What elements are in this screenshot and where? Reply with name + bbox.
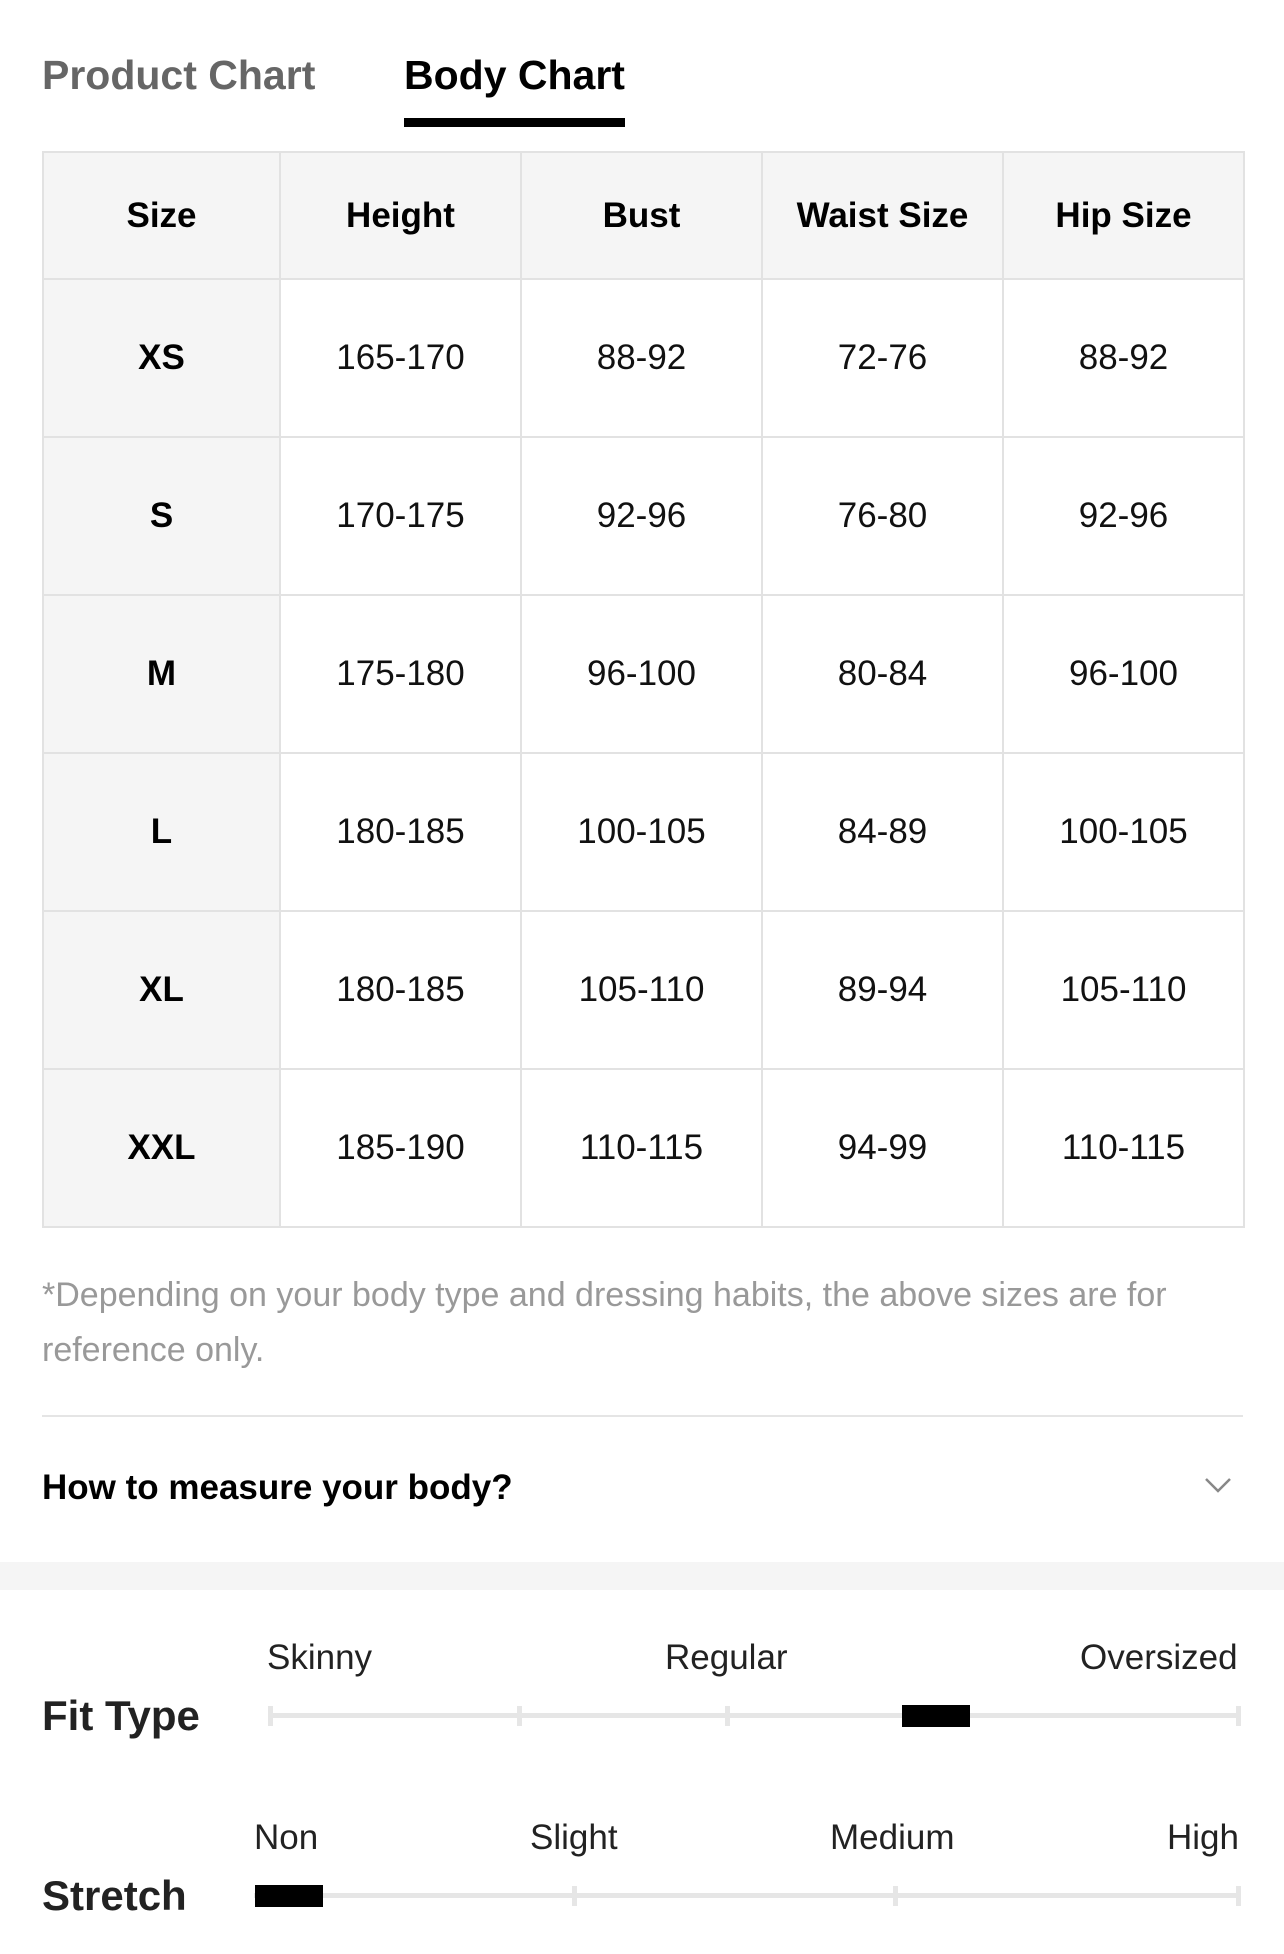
height-cell: 165-170 [280,279,521,437]
fit-scale-label-regular: Regular [665,1638,788,1677]
stretch-scale-label-non: Non [254,1818,319,1857]
bust-cell: 110-115 [521,1069,762,1227]
fit-scale-label-skinny: Skinny [267,1638,373,1677]
stretch-tick [572,1886,577,1906]
fit-type-tick [1236,1706,1241,1726]
fit-type-tick [268,1706,273,1726]
waist-cell: 72-76 [762,279,1003,437]
bust-cell: 105-110 [521,911,762,1069]
fit-type-indicator [902,1705,970,1727]
fit-type-tick [725,1706,730,1726]
bust-cell: 100-105 [521,753,762,911]
section-divider [42,1415,1243,1417]
waist-cell: 80-84 [762,595,1003,753]
bust-cell: 96-100 [521,595,762,753]
waist-cell: 76-80 [762,437,1003,595]
how-to-measure-accordion[interactable] [42,1440,1243,1540]
bust-cell: 92-96 [521,437,762,595]
size-cell: M [43,595,280,753]
waist-cell: 89-94 [762,911,1003,1069]
header-bust: Bust [521,152,762,279]
stretch-label: Stretch [42,1872,187,1919]
fit-type-track [268,1713,1241,1718]
table-row [43,753,1244,911]
header-waist-size: Waist Size [762,152,1003,279]
tab-body-chart[interactable]: Body Chart [404,50,625,127]
hip-cell: 92-96 [1003,437,1244,595]
header-size: Size [43,152,280,279]
fit-type-tick [517,1706,522,1726]
stretch-scale-label-medium: Medium [830,1818,955,1857]
stretch-tick [893,1886,898,1906]
table-row [43,1069,1244,1227]
fit-type-label: Fit Type [42,1692,200,1739]
waist-cell: 84-89 [762,753,1003,911]
stretch-tick [1236,1886,1241,1906]
size-cell: XXL [43,1069,280,1227]
height-cell: 170-175 [280,437,521,595]
size-disclaimer-note: *Depending on your body type and dressing habits, the above sizes are for reference only. [42,1276,1167,1369]
height-cell: 175-180 [280,595,521,753]
table-row [43,595,1244,753]
table-row [43,437,1244,595]
table-row [43,911,1244,1069]
size-cell: XS [43,279,280,437]
hip-cell: 96-100 [1003,595,1244,753]
table-row [43,279,1244,437]
hip-cell: 88-92 [1003,279,1244,437]
hip-cell: 110-115 [1003,1069,1244,1227]
stretch-scale-label-slight: Slight [530,1818,618,1857]
size-chart-tabs [42,50,1242,125]
body-size-table [42,151,1243,1228]
height-cell: 185-190 [280,1069,521,1227]
stretch-scale-label-high: High [1167,1818,1239,1857]
height-cell: 180-185 [280,753,521,911]
how-to-measure-label: How to measure your body? [42,1468,513,1507]
waist-cell: 94-99 [762,1069,1003,1227]
tab-product-chart[interactable]: Product Chart [42,52,316,98]
header-height: Height [280,152,521,279]
height-cell: 180-185 [280,911,521,1069]
table-header-row [43,152,1244,279]
fit-scale-label-oversized: Oversized [1080,1638,1238,1677]
chevron-down-icon[interactable] [1203,1470,1233,1500]
stretch-indicator [255,1885,323,1907]
size-cell: XL [43,911,280,1069]
header-hip-size: Hip Size [1003,152,1244,279]
stretch-track [254,1893,1241,1898]
size-cell: S [43,437,280,595]
size-cell: L [43,753,280,911]
bust-cell: 88-92 [521,279,762,437]
hip-cell: 105-110 [1003,911,1244,1069]
hip-cell: 100-105 [1003,753,1244,911]
section-separator-band [0,1562,1284,1590]
